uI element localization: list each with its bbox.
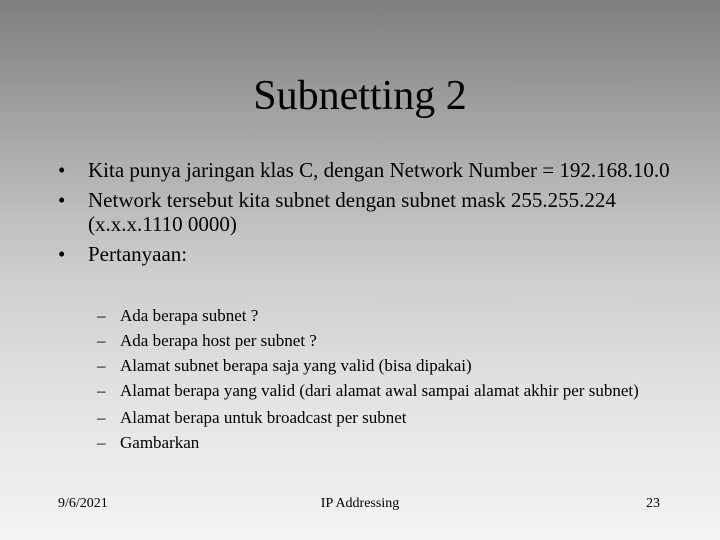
- subbullet-text: Alamat berapa yang valid (dari alamat awal sampai alamat akhir per subnet): [120, 381, 639, 400]
- page-number: 23: [646, 496, 660, 511]
- bullet-text: Pertanyaan:: [88, 242, 188, 266]
- bullet-item: [58, 188, 678, 236]
- bullet-text: Network tersebut kita subnet dengan subnet mask 255.255.224 (x.x.x.1110 0000): [88, 188, 616, 236]
- dash-marker: –: [97, 356, 106, 375]
- bullet-marker: •: [58, 242, 66, 266]
- bullet-list: [58, 158, 678, 272]
- subbullet-list: [97, 306, 660, 458]
- subbullet-text: Ada berapa subnet ?: [120, 306, 259, 325]
- footer-title: IP Addressing: [320, 496, 400, 511]
- slide-title: Subnetting 2: [253, 73, 467, 119]
- dash-marker: –: [97, 331, 106, 350]
- subbullet-text: Alamat berapa untuk broadcast per subnet: [120, 408, 407, 427]
- dash-marker: –: [97, 433, 106, 452]
- bullet-marker: •: [58, 158, 66, 182]
- bullet-item: [58, 242, 678, 266]
- subbullet-text: Alamat subnet berapa saja yang valid (bisa dipakai): [120, 356, 472, 375]
- dash-marker: –: [97, 408, 106, 427]
- bullet-text: Kita punya jaringan klas C, dengan Network Number = 192.168.10.0: [88, 158, 670, 182]
- footer-date: 9/6/2021: [58, 496, 108, 511]
- dash-marker: –: [97, 381, 106, 400]
- bullet-marker: •: [58, 188, 66, 212]
- subbullet-item: [97, 408, 660, 428]
- subbullet-item: [97, 381, 660, 401]
- subbullet-text: Gambarkan: [120, 433, 200, 452]
- subbullet-text: Ada berapa host per subnet ?: [120, 331, 317, 350]
- subbullet-item: [97, 331, 660, 351]
- subbullet-item: [97, 306, 660, 326]
- dash-marker: –: [97, 306, 106, 325]
- subbullet-item: [97, 356, 660, 376]
- bullet-item: [58, 158, 678, 182]
- subbullet-item: [97, 433, 660, 453]
